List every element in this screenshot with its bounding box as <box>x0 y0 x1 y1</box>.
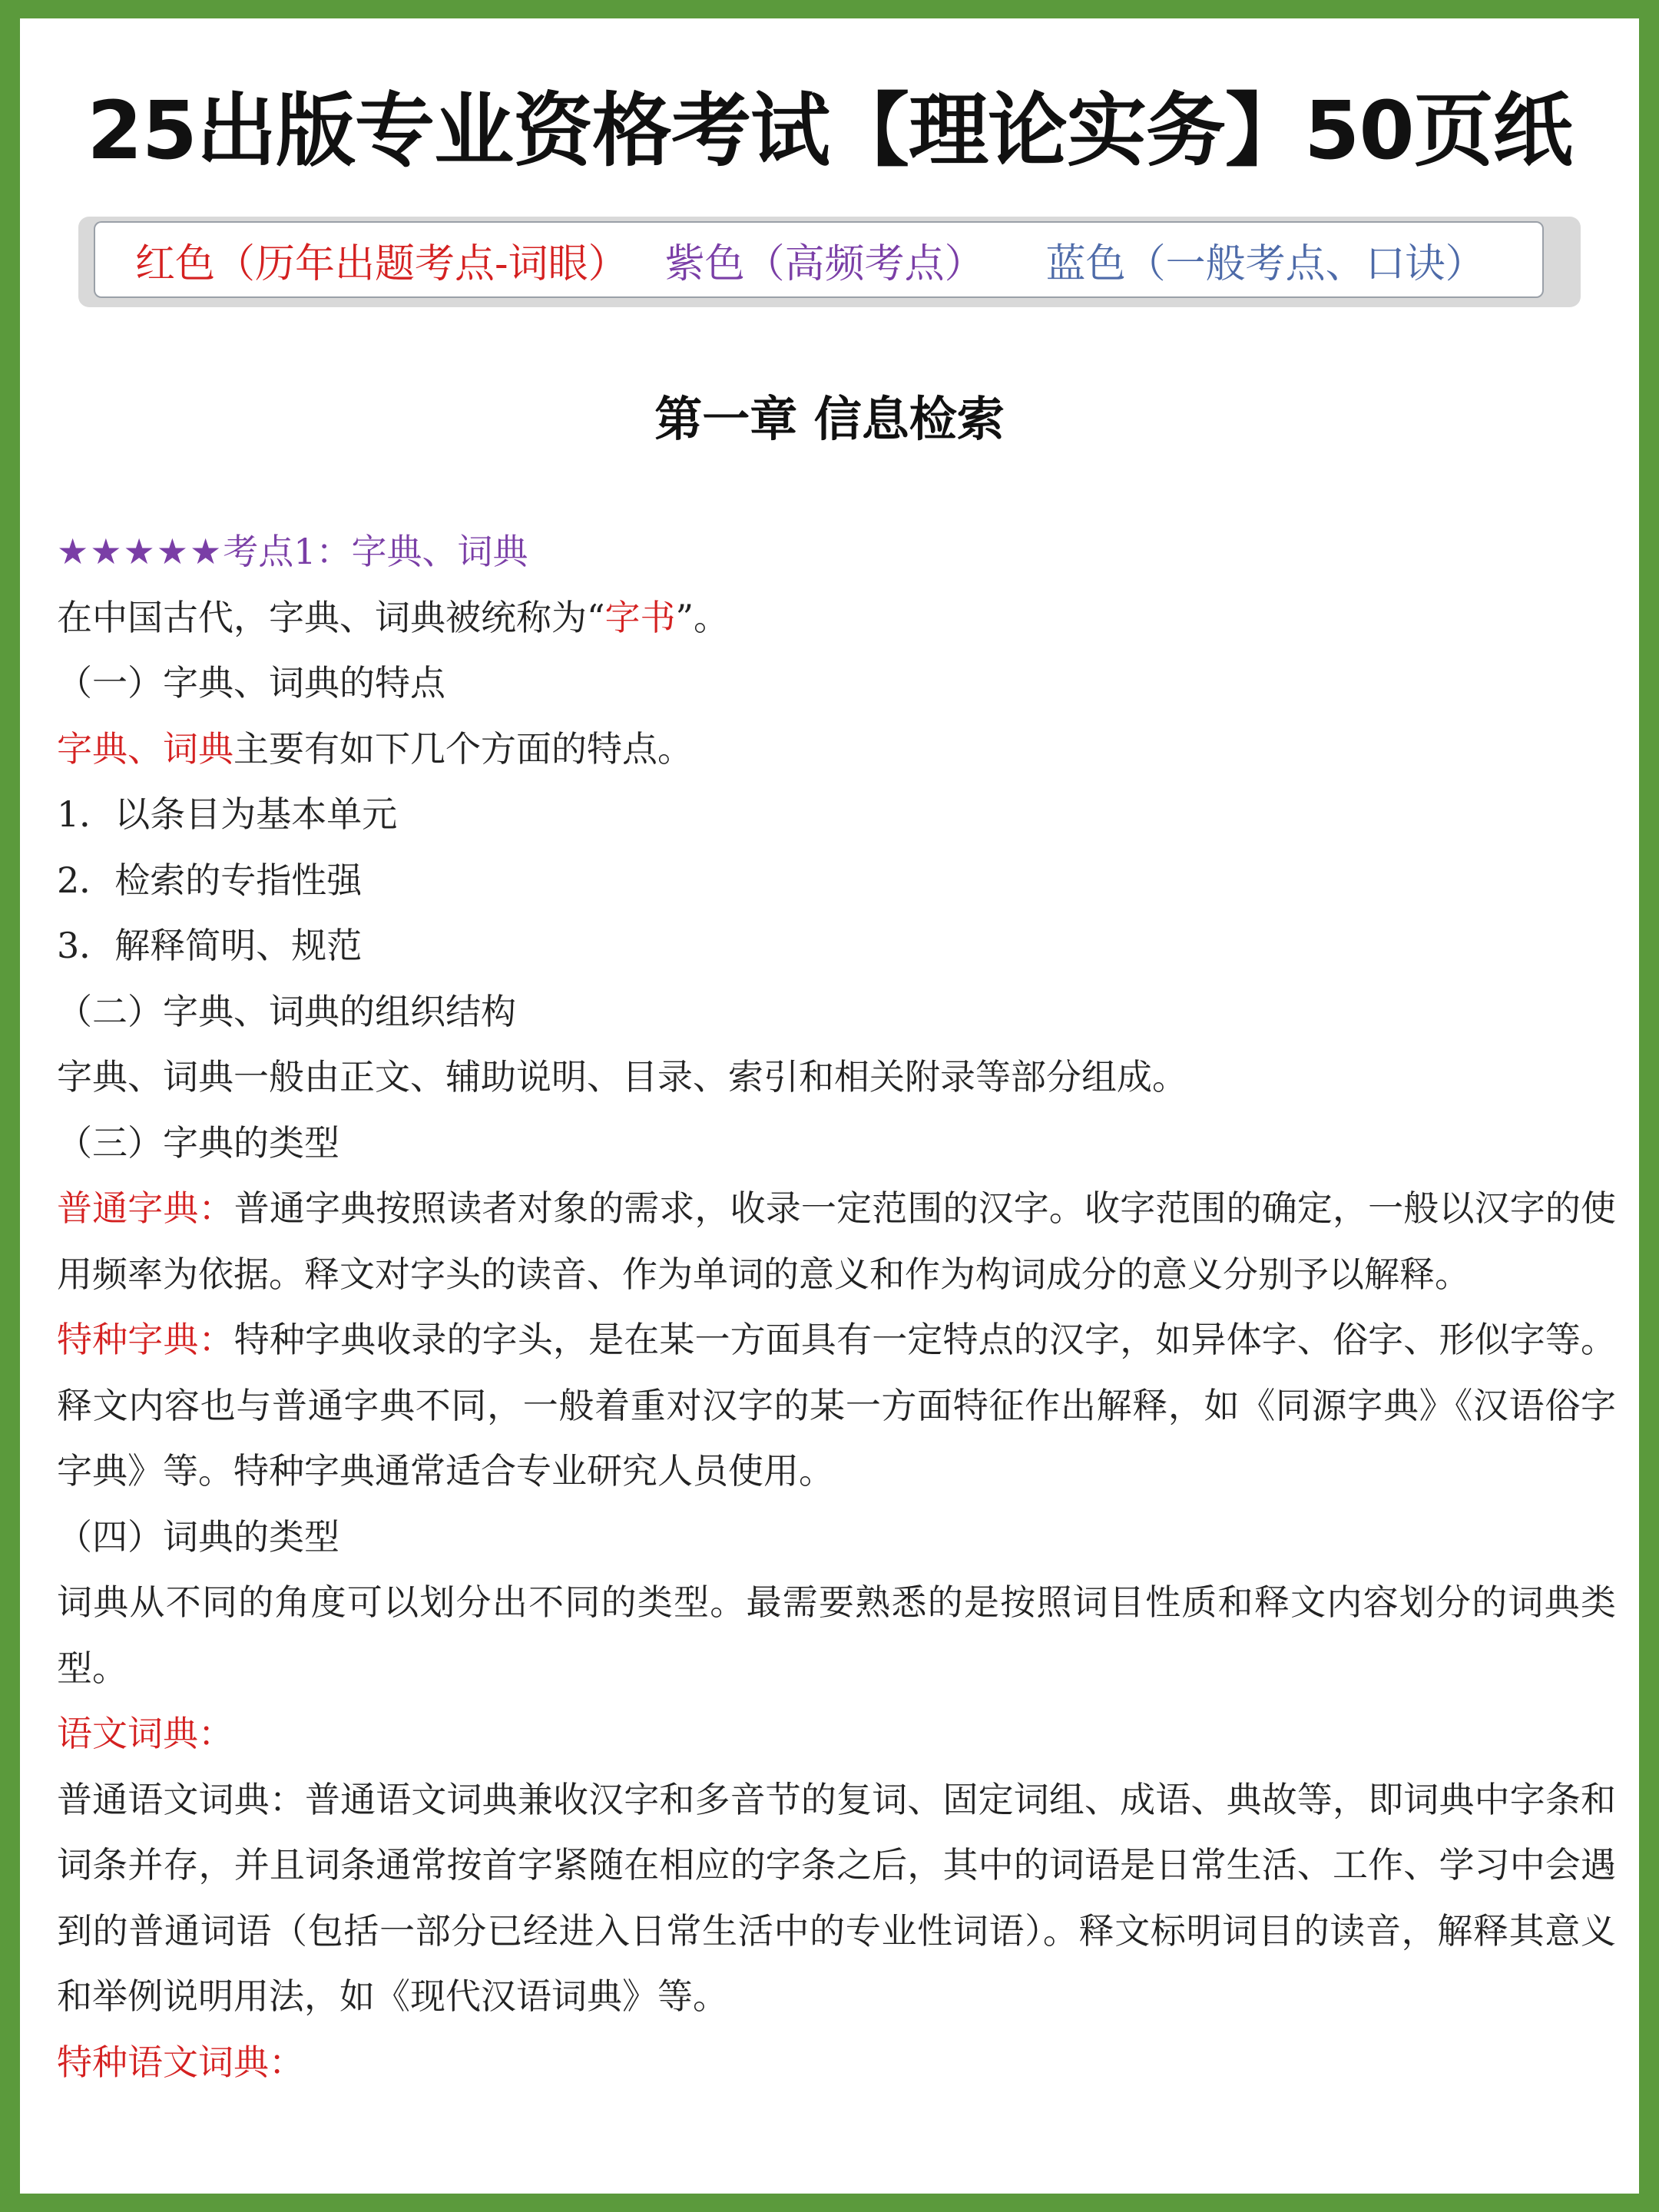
p2-rest: 主要有如下几个方面的特点。 <box>233 727 693 770</box>
page <box>20 18 1639 2194</box>
p1-pre: 在中国古代，字典、词典被统称为“ <box>57 596 605 638</box>
color-legend <box>94 221 1544 298</box>
section-heading-2: （二）字典、词典的组织结构 <box>57 990 516 1032</box>
section-heading-1: （一）字典、词典的特点 <box>57 662 445 704</box>
legend-red: 红色（历年出题考点-词眼） <box>135 240 628 287</box>
kaodian-label: 考点1：字典、词典 <box>223 531 528 572</box>
paragraph-7: 普通语文词典：普通语文词典兼收汉字和多音节的复词、固定词组、成语、典故等，即词典中字条和词条并存，并且词条通常按首字紧随在相应的字条之后，其中的词语是日常生活、工作、学习中会遇到的普通词语（包括一部分已经进入日常生活中的专业性词语）。释文标明词目的读音，解释其意义和举例说明用法，如《现代汉语词典》等。 <box>57 1778 1616 2017</box>
p1-post: ”。 <box>675 596 730 638</box>
p4-rest: 普通字典按照读者对象的需求，收录一定范围的汉字。收字范围的确定，一般以汉字的使用频率为依据。释文对字头的读音、作为单词的意义和作为构词成分的意义分别予以解释。 <box>57 1187 1617 1295</box>
list-item: 2．检索的专指性强 <box>57 859 363 901</box>
paragraph-3: 字典、词典一般由正文、辅助说明、目录、索引和相关附录等部分组成。 <box>57 1056 1187 1098</box>
subheading-yuwen: 语文词典： <box>57 1713 233 1754</box>
list-item: 3．解释简明、规范 <box>57 925 363 966</box>
paragraph-1 <box>57 585 1616 651</box>
document-body <box>57 519 1616 2095</box>
p5-highlight: 特种字典： <box>57 1319 234 1360</box>
paragraph-5 <box>57 1307 1616 1505</box>
subheading-tezhong: 特种语文词典： <box>57 2041 304 2083</box>
section-heading-3: （三）字典的类型 <box>57 1121 339 1164</box>
paragraph-4 <box>57 1176 1616 1307</box>
p5-rest: 特种字典收录的字头，是在某一方面具有一定特点的汉字，如异体字、俗字、形似字等。释文内容也与普通字典不同，一般着重对汉字的某一方面特征作出解释，如《同源字典》《汉语俗字字典》等。特种字典通常适合专业研究人员使用。 <box>57 1319 1617 1492</box>
legend-blue: 蓝色（一般考点、口诀） <box>1045 240 1485 287</box>
paragraph-2 <box>57 717 1616 783</box>
star-rating-icon: ★★★★★ <box>57 531 224 572</box>
kaodian-heading <box>57 519 1616 585</box>
paragraph-6: 词典从不同的角度可以划分出不同的类型。最需要熟悉的是按照词目性质和释文内容划分的词典类型。 <box>57 1581 1616 1689</box>
page-title: 25出版专业资格考试【理论实务】50页纸 <box>87 84 1572 177</box>
legend-purple: 紫色（高频考点） <box>664 240 985 287</box>
list-item: 1．以条目为基本单元 <box>57 793 398 835</box>
section-heading-4: （四）词典的类型 <box>57 1515 339 1558</box>
chapter-heading: 第一章 信息检索 <box>654 391 1005 447</box>
p2-highlight: 字典、词典 <box>57 727 233 770</box>
p1-highlight: 字书 <box>604 596 676 638</box>
p4-highlight: 普通字典： <box>57 1187 234 1229</box>
